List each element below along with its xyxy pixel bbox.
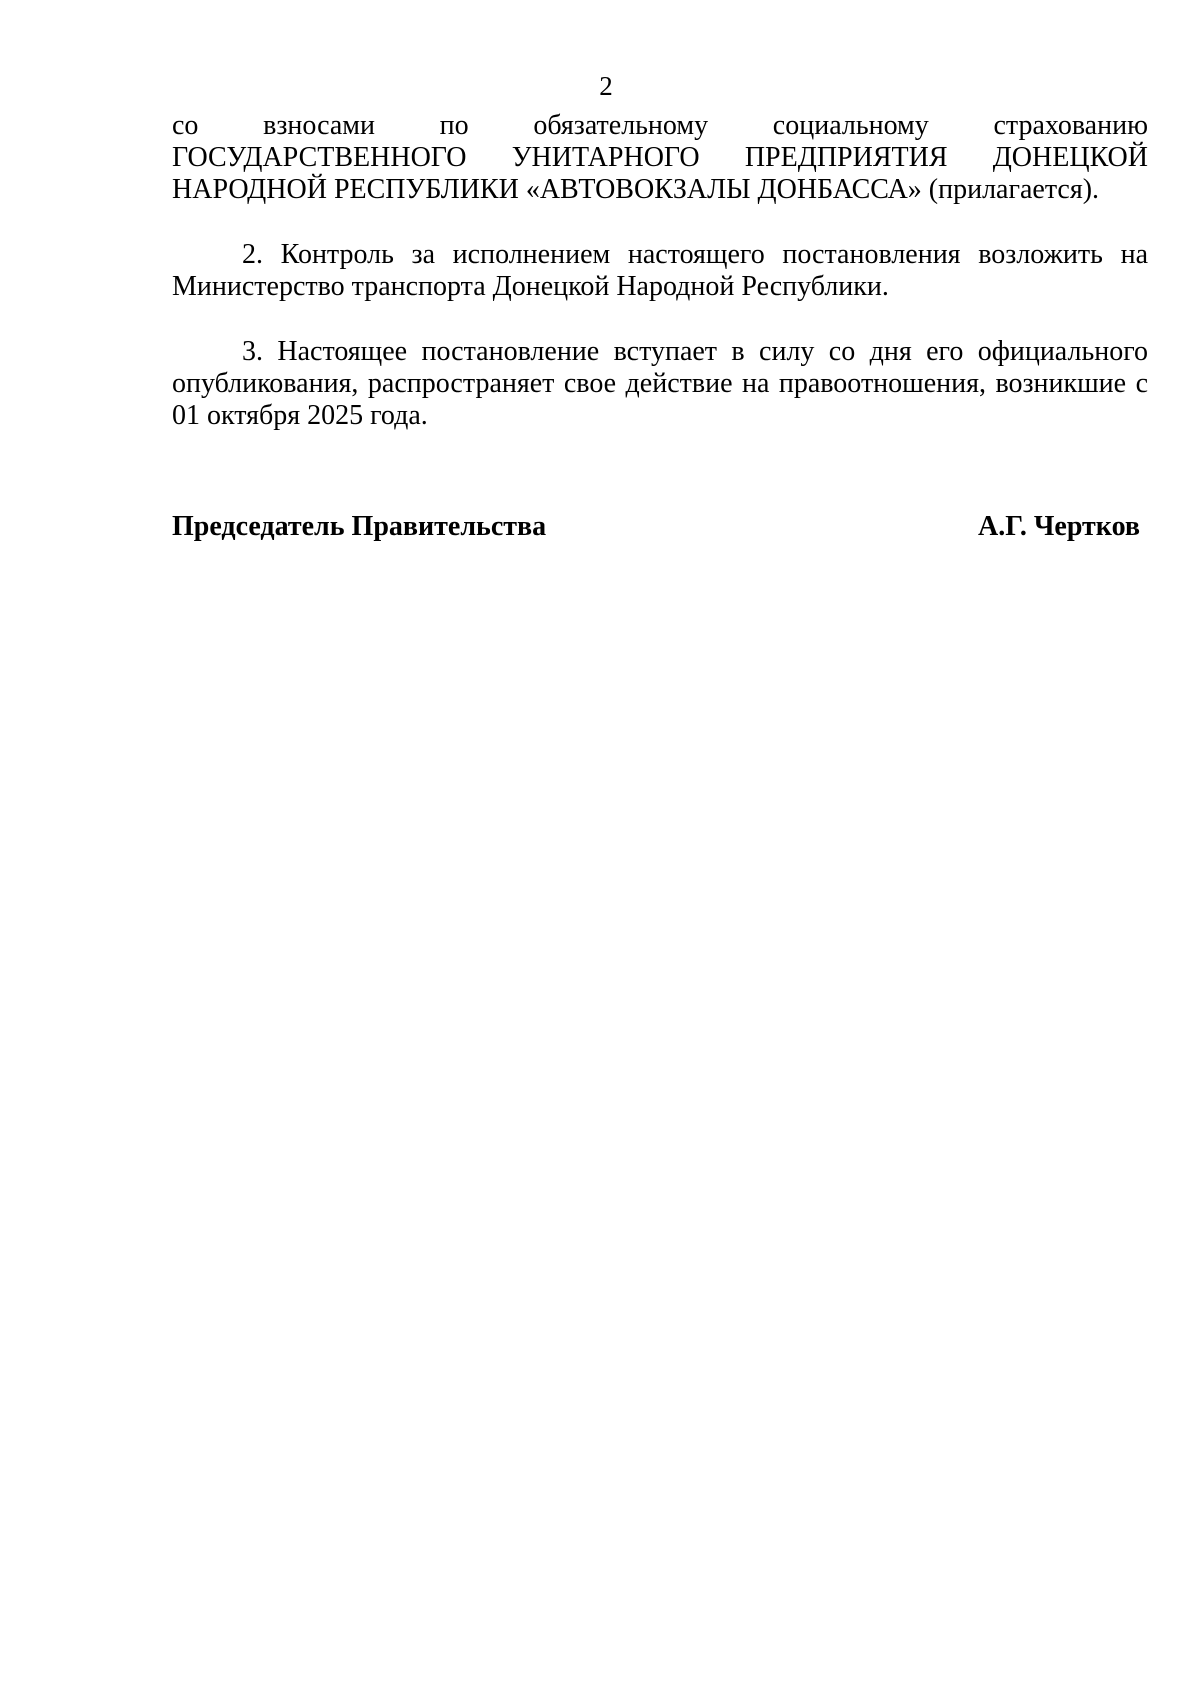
signatory-name: А.Г. Чертков: [978, 511, 1140, 542]
paragraph-item-3: 3. Настоящее постановление вступает в силу со дня его официального опубликования, распространяет свое действие на правоотношения, возникшие с 01 октября 2025 года.: [172, 336, 1148, 431]
paragraph-item-2: 2. Контроль за исполнением настоящего постановления возложить на Министерство транспорта Донецкой Народной Республики.: [172, 239, 1148, 302]
document-body: [172, 110, 1148, 432]
signatory-position: Председатель Правительства: [172, 511, 547, 542]
page-number: 2: [599, 71, 613, 101]
paragraph-continuation: со взносами по обязательному социальному страхованию ГОСУДАРСТВЕННОГО УНИТАРНОГО ПРЕДПРИЯТИЯ ДОНЕЦКОЙ НАРОДНОЙ РЕСПУБЛИКИ «АВТОВОКЗАЛЫ ДОНБАССА» (прилагается).: [172, 110, 1148, 205]
